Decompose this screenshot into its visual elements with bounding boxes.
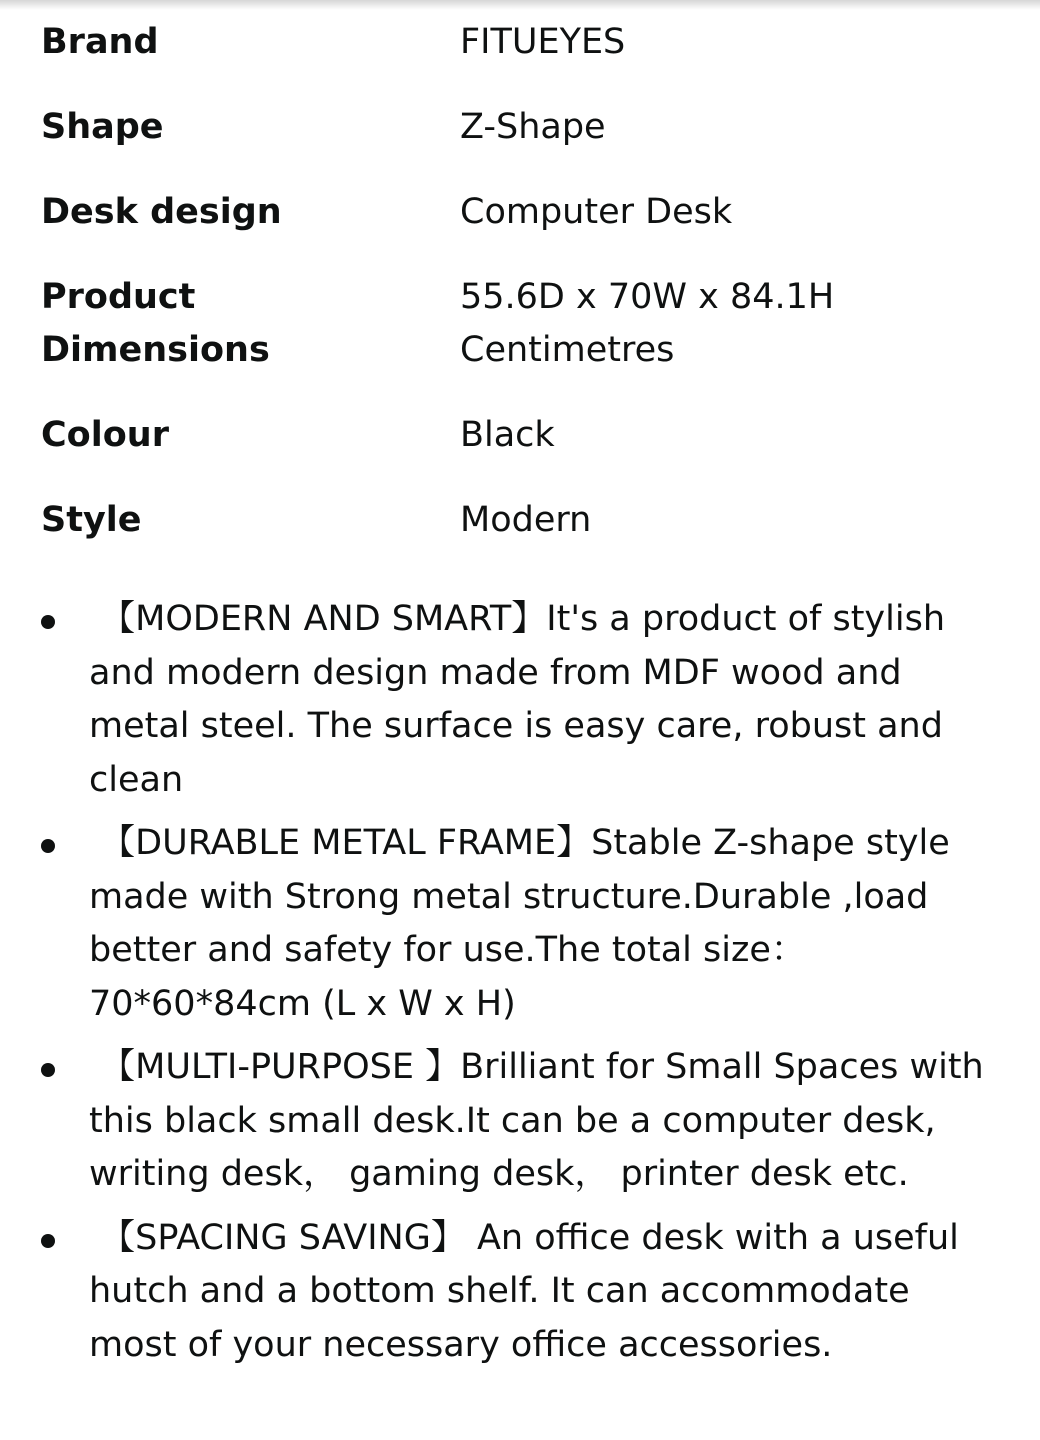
list-item <box>0 1041 1040 1202</box>
spec-row-brand <box>41 16 1001 101</box>
bullet-text: 【MULTI-PURPOSE 】Brilliant for Small Spaces with this black small desk.It can be a computer desk, writing desk， gaming desk， printer desk etc. <box>89 1047 984 1194</box>
product-specs-table <box>41 16 1001 579</box>
bullet-text: 【DURABLE METAL FRAME】Stable Z-shape style made with Strong metal structure.Durable ,load better and safety for use.The total size： 70*60*84cm (L x W x H) <box>89 823 950 1024</box>
spec-value: Black <box>460 415 555 455</box>
spec-label: Desk design <box>41 192 282 232</box>
bullet-dot-icon <box>41 1234 55 1248</box>
spec-label: Brand <box>41 22 159 62</box>
spec-row-product-dimensions <box>41 271 1001 409</box>
spec-value: Computer Desk <box>460 192 733 232</box>
list-item <box>0 1212 1040 1373</box>
spec-value: Modern <box>460 500 592 540</box>
spec-row-colour <box>41 409 1001 494</box>
spec-row-style <box>41 494 1001 579</box>
bullet-text: 【SPACING SAVING】 An office desk with a useful hutch and a bottom shelf. It can accommodate most of your necessary office accessories. <box>89 1217 959 1365</box>
feature-bullet-list <box>0 593 1040 1382</box>
spec-row-desk-design <box>41 186 1001 271</box>
spec-label: Product Dimensions <box>41 277 270 370</box>
spec-label: Colour <box>41 415 169 455</box>
spec-value: Z-Shape <box>460 107 606 147</box>
spec-label: Shape <box>41 107 164 147</box>
bullet-dot-icon <box>41 839 55 853</box>
spec-value: 55.6D x 70W x 84.1H Centimetres <box>460 277 835 370</box>
bullet-text: 【MODERN AND SMART】It's a product of stylish and modern design made from MDF wood and metal steel. The surface is easy care, robust and clean <box>89 599 946 800</box>
bullet-dot-icon <box>41 1063 55 1077</box>
top-shadow <box>0 0 1040 10</box>
spec-label: Style <box>41 500 142 540</box>
spec-value: FITUEYES <box>460 22 626 62</box>
list-item <box>0 817 1040 1031</box>
bullet-dot-icon <box>41 615 55 629</box>
list-item <box>0 593 1040 807</box>
spec-row-shape <box>41 101 1001 186</box>
